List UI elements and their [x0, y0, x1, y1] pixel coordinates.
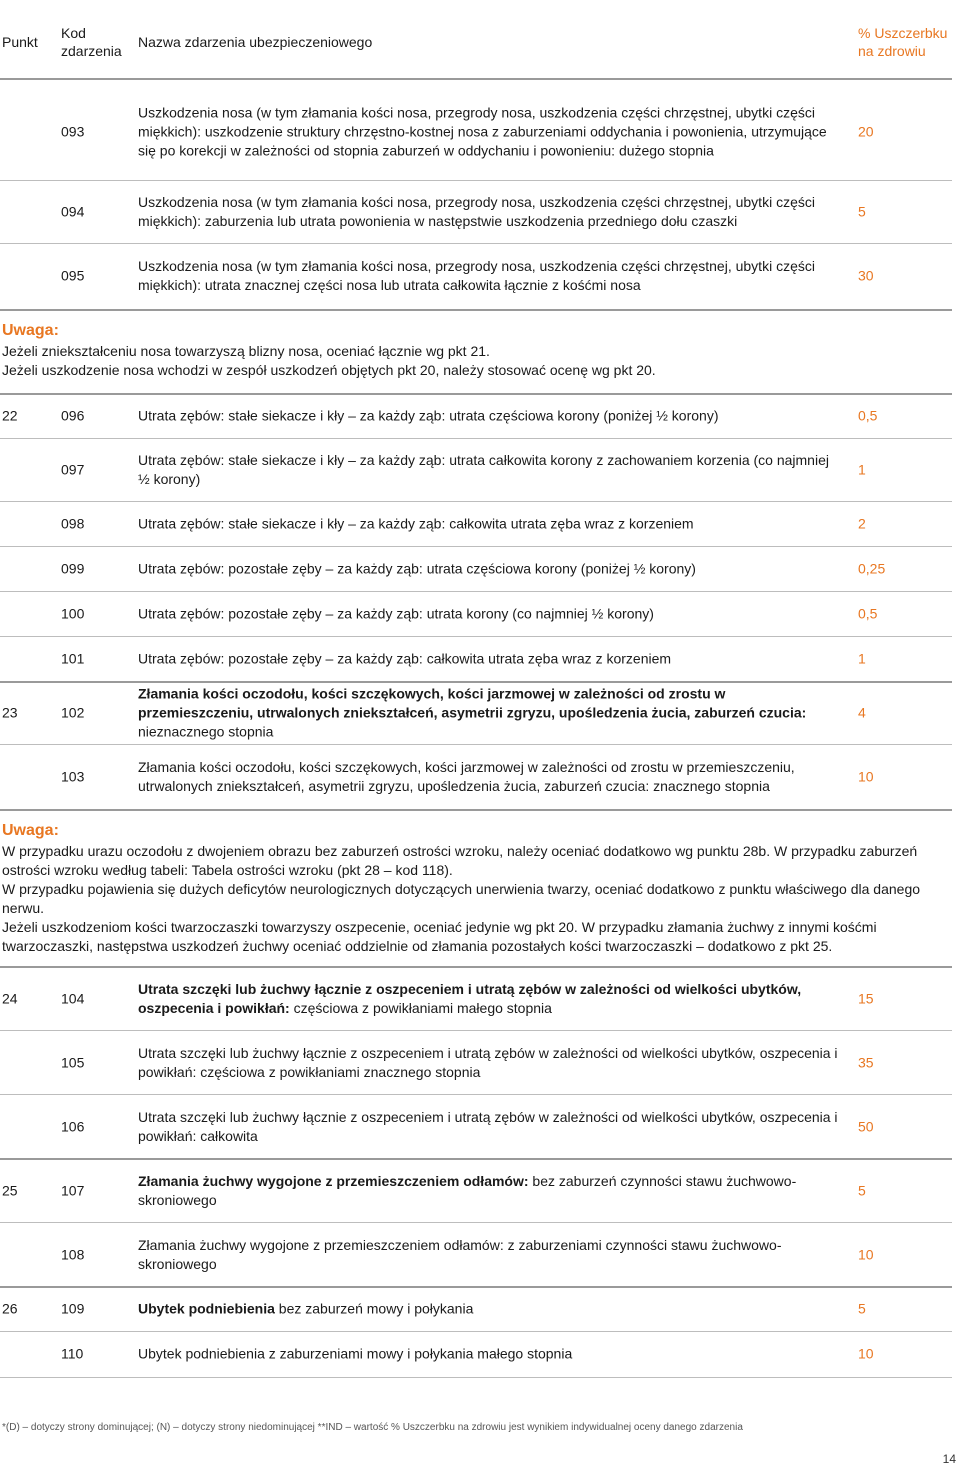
- row-name: Utrata szczęki lub żuchwy łącznie z oszpeceniem i utratą zębów w zależności od wielkości ubytków, oszpecenia i powikłań: częściowa z powikłaniami małego stopnia: [138, 980, 802, 1016]
- row-percent: 35: [858, 1054, 874, 1070]
- row-name: Uszkodzenia nosa (w tym złamania kości nosa, przegrody nosa, uszkodzenia części chrzęstnej, ubytki części miękkich): uszkodzenie struktury chrzęstno-kostnej nosa z zaburzeniami oddychania i powonienia, utrzymujące się po korekcji w zależności od stopnia zaburzeń w oddychaniu i powonieniu: dużego stopnia: [138, 104, 827, 159]
- row-name: Utrata zębów: stałe siekacze i kły – za każdy ząb: całkowita utrata zęba wraz z korzeniem: [138, 515, 694, 532]
- row-name: Ubytek podniebienia bez zaburzeń mowy i połykania: [138, 1300, 474, 1317]
- table-row: [0, 1095, 952, 1158]
- row-percent: 0,25: [858, 560, 886, 577]
- row-percent: 20: [858, 123, 874, 140]
- table-row: [0, 592, 952, 636]
- header-nazwa: Nazwa zdarzenia ubezpieczeniowego: [138, 34, 373, 50]
- row-percent: 10: [858, 1345, 874, 1362]
- row-code: 104: [61, 990, 85, 1006]
- row-percent: 5: [858, 203, 866, 220]
- row-name: Złamania kości oczodołu, kości szczękowych, kości jarzmowej w zależności od zrostu w przemieszczeniu, utrwalonych zniekształceń, asymetrii zgryzu, upośledzenia żucia, zaburzeń czucia: nieznacznego stopnia: [138, 685, 807, 740]
- page-number: 14: [942, 1452, 956, 1466]
- table-row: 22 096 Utrata zębów: stałe siekacze i kły – za każdy ząb: utrata częściowa korony (poniżej ½ korony) 0,5: [2, 407, 878, 424]
- footnote: *(D) – dotyczy strony dominującej; (N) – dotyczy strony niedominującej **IND – wartość % Uszczerbku na zdrowiu jest wynikiem indywidualnej oceny danego zdarzenia: [2, 1422, 743, 1433]
- row-code: 098: [61, 515, 85, 532]
- row-code: 099: [61, 560, 85, 577]
- row-code: 107: [61, 1182, 85, 1198]
- row-percent: 1: [858, 461, 866, 478]
- header-procent: % Uszczerbku na zdrowiu: [858, 25, 948, 59]
- table-header: [0, 0, 960, 78]
- row-percent: 0,5: [858, 605, 878, 622]
- divider: [0, 78, 952, 80]
- divider: [0, 809, 952, 811]
- row-name: Utrata zębów: pozostałe zęby – za każdy ząb: całkowita utrata zęba wraz z korzeniem: [138, 650, 672, 667]
- table-row: 23 102 Złamania kości oczodołu, kości szczękowych, kości jarzmowej w zależności od zrostu w przemieszczeniu, utrwalonych zniekształceń, asymetrii zgryzu, upośledzenia żucia, zaburzeń czucia: nieznacznego stopnia 4: [2, 685, 866, 740]
- table-row: [0, 84, 952, 180]
- table-row: [0, 181, 952, 243]
- row-percent: 50: [858, 1118, 874, 1134]
- row-name: Utrata zębów: pozostałe zęby – za każdy ząb: utrata korony (co najmniej ½ korony): [138, 605, 654, 622]
- row-percent: 10: [858, 768, 874, 784]
- row-name: Utrata zębów: stałe siekacze i kły – za każdy ząb: utrata całkowita korony z zachowaniem korzenia (co najmniej ½ korony): [138, 452, 829, 487]
- table-row: 24 104 Utrata szczęki lub żuchwy łącznie z oszpeceniem i utratą zębów w zależności od wielkości ubytków, oszpecenia i powikłań: częściowa z powikłaniami małego stopnia 15: [2, 980, 874, 1016]
- note-line: Jeżeli uszkodzenie nosa wchodzi w zespół uszkodzeń objętych pkt 20, należy stosować ocenę wg pkt 20.: [2, 362, 656, 378]
- row-code: 097: [61, 461, 85, 478]
- row-percent: 0,5: [858, 407, 878, 424]
- table-row: [0, 1332, 952, 1376]
- row-code: 103: [61, 768, 85, 784]
- note-title: Uwaga:: [2, 822, 59, 839]
- row-name: Ubytek podniebienia z zaburzeniami mowy i połykania małego stopnia: [138, 1345, 573, 1362]
- row-code: 100: [61, 605, 85, 622]
- row-percent: 5: [858, 1300, 866, 1317]
- row-name: Utrata szczęki lub żuchwy łącznie z oszpeceniem i utratą zębów w zależności od wielkości ubytków, oszpecenia i powikłań: całkowita: [138, 1108, 838, 1144]
- header-punkt: Punkt: [2, 34, 38, 50]
- row-name: Utrata zębów: pozostałe zęby – za każdy ząb: utrata częściowa korony (poniżej ½ korony): [138, 560, 696, 577]
- row-percent: 4: [858, 704, 866, 721]
- divider: [0, 309, 952, 311]
- row-code: 105: [61, 1054, 85, 1070]
- row-name: Złamania żuchwy wygojone z przemieszczeniem odłamów: z zaburzeniami czynności stawu żuchwowo-skroniowego: [138, 1236, 782, 1272]
- table-row: 26 109 Ubytek podniebienia bez zaburzeń mowy i połykania 5: [2, 1300, 866, 1317]
- note-line: W przypadku urazu oczodołu z dwojeniem obrazu bez zaburzeń ostrości wzroku, należy oceniać dodatkowo wg punktu 28b. W przypadku zaburzeń ostrości wzroku według tabeli: Tabela ostrości wzroku (pkt 28 – kod 118).: [2, 843, 918, 878]
- table-row: [0, 502, 952, 546]
- table-row: [0, 637, 952, 681]
- row-code: 094: [61, 203, 85, 220]
- table-row: [0, 1223, 952, 1286]
- note-line: W przypadku pojawienia się dużych deficytów neurologicznych dotyczących unerwienia twarzy, oceniać dodatkowo z punktu właściwego dla danego nerwu.: [2, 881, 921, 916]
- table-row: [0, 439, 952, 501]
- note-title: Uwaga:: [2, 322, 59, 339]
- row-percent: 1: [858, 650, 866, 667]
- row-name: Utrata zębów: stałe siekacze i kły – za każdy ząb: utrata częściowa korony (poniżej ½ korony): [138, 407, 719, 424]
- row-code: 110: [61, 1345, 84, 1362]
- row-name: Uszkodzenia nosa (w tym złamania kości nosa, przegrody nosa, uszkodzenia części chrzęstnej, ubytki części miękkich): utrata znacznej części nosa lub utrata całkowita łącznie z kośćmi nosa: [138, 258, 815, 293]
- divider: [0, 1377, 952, 1378]
- row-name: Uszkodzenia nosa (w tym złamania kości nosa, przegrody nosa, uszkodzenia części chrzęstnej, ubytki części miękkich): zaburzenia lub utrata powonienia w następstwie uszkodzenia przedniego dołu czaszki: [138, 194, 815, 229]
- row-name: Złamania kości oczodołu, kości szczękowych, kości jarzmowej w zależności od zrostu w przemieszczeniu, utrwalonych zniekształceń, asymetrii zgryzu, upośledzenia żucia, zaburzeń czucia: znacznego stopnia: [138, 758, 795, 794]
- row-code: 106: [61, 1118, 85, 1134]
- row-percent: 10: [858, 1246, 874, 1262]
- table-row: [0, 745, 952, 808]
- header-kod: Kod zdarzenia: [61, 25, 122, 59]
- row-percent: 5: [858, 1182, 866, 1198]
- row-name: Złamania żuchwy wygojone z przemieszczeniem odłamów: bez zaburzeń czynności stawu żuchwowo-skroniowego: [138, 1172, 797, 1208]
- note-block: [2, 820, 952, 956]
- row-code: 093: [61, 123, 85, 140]
- table-row: [0, 547, 952, 591]
- note-line: Jeżeli uszkodzeniom kości twarzoczaszki towarzyszy oszpecenie, oceniać jedynie wg pkt 20. W przypadku złamania żuchwy z innymi kośćmi twarzoczaszki, następstwa uszkodzeń żuchwy oceniać oddzielnie od złamania pozostałych kości twarzoczaszki – dodatkowo z pkt 25.: [2, 919, 877, 954]
- row-percent: 30: [858, 267, 874, 284]
- row-code: 101: [61, 650, 85, 667]
- note-line: Jeżeli zniekształceniu nosa towarzyszą blizny nosa, oceniać łącznie wg pkt 21.: [2, 343, 490, 359]
- row-code: 102: [61, 704, 85, 721]
- table-row: 25 107 Złamania żuchwy wygojone z przemieszczeniem odłamów: bez zaburzeń czynności stawu żuchwowo-skroniowego 5: [2, 1172, 866, 1208]
- row-percent: 15: [858, 990, 874, 1006]
- table-row: [0, 1031, 952, 1094]
- note-block: [2, 320, 952, 380]
- table-row: [0, 244, 952, 308]
- row-percent: 2: [858, 515, 866, 532]
- row-code: 108: [61, 1246, 85, 1262]
- row-code: 109: [61, 1300, 85, 1317]
- row-name: Utrata szczęki lub żuchwy łącznie z oszpeceniem i utratą zębów w zależności od wielkości ubytków, oszpecenia i powikłań: częściowa z powikłaniami znacznego stopnia: [138, 1044, 838, 1080]
- row-code: 096: [61, 407, 85, 424]
- row-code: 095: [61, 267, 85, 284]
